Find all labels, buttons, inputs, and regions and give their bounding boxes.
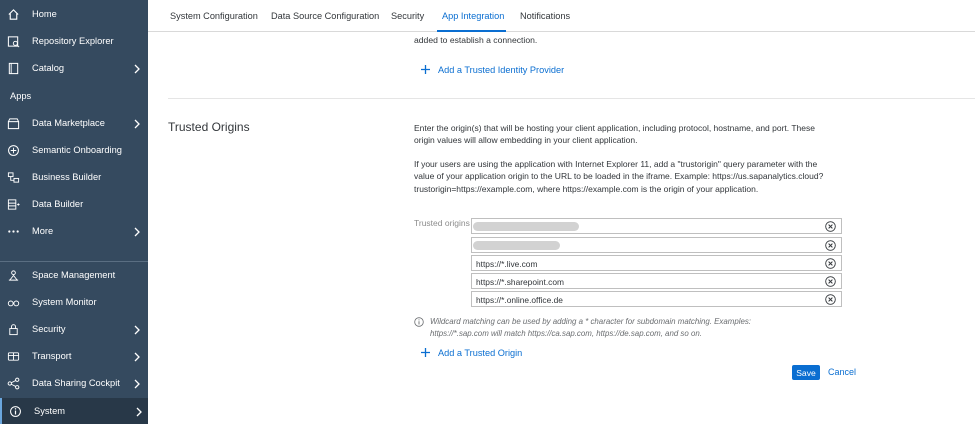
tab-app-integration[interactable]: App Integration (442, 11, 505, 21)
marketplace-icon (7, 117, 20, 130)
sidebar-item-label: Semantic Onboarding (32, 145, 122, 155)
clear-icon[interactable] (825, 276, 836, 287)
space-management-icon (7, 269, 20, 282)
sidebar-item-transport[interactable] (0, 343, 148, 370)
clear-icon[interactable] (825, 258, 836, 269)
business-builder-icon (7, 171, 20, 184)
chevron-right-icon (133, 379, 141, 389)
system-monitor-icon (7, 296, 20, 309)
lock-icon (7, 323, 20, 336)
sidebar-item-data-builder[interactable] (0, 191, 148, 218)
sidebar-item-space-management[interactable] (0, 262, 148, 289)
tab-bar (148, 0, 975, 32)
data-builder-icon (7, 198, 20, 211)
cut-off-text: added to establish a connection. (414, 35, 538, 45)
sidebar-item-home[interactable] (0, 1, 148, 28)
chevron-right-icon (135, 407, 143, 417)
trusted-origin-input[interactable] (471, 237, 842, 253)
main-content (148, 32, 975, 424)
trusted-origin-input[interactable] (471, 255, 842, 271)
more-icon (7, 225, 20, 238)
sidebar-item-label: Repository Explorer (32, 36, 114, 46)
add-trusted-idp-link[interactable] (420, 64, 564, 75)
chevron-right-icon (133, 64, 141, 74)
add-trusted-origin-link[interactable] (420, 347, 522, 358)
trusted-origin-input[interactable] (471, 273, 842, 289)
sidebar-item-label: System Monitor (32, 297, 97, 307)
sidebar-item-repository-explorer[interactable] (0, 28, 148, 55)
clear-icon[interactable] (825, 221, 836, 232)
sidebar-item-data-sharing-cockpit[interactable] (0, 370, 148, 397)
chevron-right-icon (133, 352, 141, 362)
info-icon (414, 317, 424, 327)
trusted-origins-heading: Trusted Origins (168, 120, 250, 134)
sidebar-item-label: Space Management (32, 270, 116, 280)
wildcard-hint: Wildcard matching can be used by adding a * character for subdomain matching. Examples: https://*.sap.com will match https://ca.sap.com, https://de.sap.com, and so on. (430, 317, 751, 339)
sidebar-item-catalog[interactable] (0, 55, 148, 82)
sidebar-item-label: Data Marketplace (32, 118, 105, 128)
tab-notifications[interactable]: Notifications (520, 11, 571, 21)
sidebar-item-label: Business Builder (32, 172, 102, 182)
trusted-origin-value: https://*.live.com (476, 259, 538, 269)
sidebar-item-label: Transport (32, 351, 72, 361)
sidebar-item-business-builder[interactable] (0, 164, 148, 191)
sidebar-item-label: Data Builder (32, 199, 84, 209)
tab-security[interactable]: Security (391, 11, 425, 21)
transport-icon (7, 350, 20, 363)
trusted-origins-label: Trusted origins (414, 218, 470, 228)
share-icon (7, 377, 20, 390)
sidebar-item-label: System (34, 406, 65, 416)
sidebar-item-system[interactable] (0, 398, 148, 424)
trusted-origins-description: Enter the origin(s) that will be hosting your client application, including protocol, hostname, and port. These origin values will allow embedding in your client application. (414, 123, 815, 146)
clear-icon[interactable] (825, 240, 836, 251)
trusted-origin-value: https://*.online.office.de (476, 295, 563, 305)
add-trusted-origin-label: Add a Trusted Origin (438, 347, 523, 358)
sidebar-item-security[interactable] (0, 316, 148, 343)
plus-icon (420, 347, 431, 358)
chevron-right-icon (133, 119, 141, 129)
sidebar-item-label: More (32, 226, 54, 236)
sidebar-section-apps: Apps (10, 91, 32, 101)
ie11-instructions: If your users are using the application with Internet Explorer 11, add a "trustorigin" query parameter with the value of your application origin to the URL to be loaded in the iframe. Example: https://us.sapanalytics.cloud?trustorigin=https://example.com, where https://example.com is the origin of your application. (414, 159, 824, 194)
sidebar-item-semantic-onboarding[interactable] (0, 137, 148, 164)
clear-icon[interactable] (825, 294, 836, 305)
tab-data-source-configuration[interactable]: Data Source Configuration (271, 11, 380, 21)
trusted-origin-input[interactable] (471, 218, 842, 234)
cancel-button[interactable]: Cancel (828, 367, 857, 377)
section-separator (168, 98, 975, 99)
save-button[interactable]: Save (792, 365, 820, 380)
plus-icon (420, 64, 431, 75)
side-navigation (0, 0, 148, 424)
add-trusted-idp-label: Add a Trusted Identity Provider (438, 64, 565, 75)
trusted-origin-input[interactable] (471, 291, 842, 307)
sidebar-item-data-marketplace[interactable] (0, 110, 148, 137)
catalog-icon (7, 62, 20, 75)
tab-system-configuration[interactable]: System Configuration (170, 11, 258, 21)
redacted-value (473, 222, 579, 231)
sidebar-item-label: Security (32, 324, 66, 334)
sidebar-item-label: Data Sharing Cockpit (32, 378, 120, 388)
sidebar-item-label: Catalog (32, 63, 65, 73)
sidebar-item-system-monitor[interactable] (0, 289, 148, 316)
chevron-right-icon (133, 227, 141, 237)
repository-icon (7, 35, 20, 48)
redacted-value (473, 241, 560, 250)
semantic-onboarding-icon (7, 144, 20, 157)
info-icon (9, 405, 22, 418)
sidebar-item-more[interactable] (0, 218, 148, 245)
home-icon (7, 8, 20, 21)
sidebar-item-label: Home (32, 9, 57, 19)
trusted-origin-value: https://*.sharepoint.com (476, 277, 564, 287)
chevron-right-icon (133, 325, 141, 335)
